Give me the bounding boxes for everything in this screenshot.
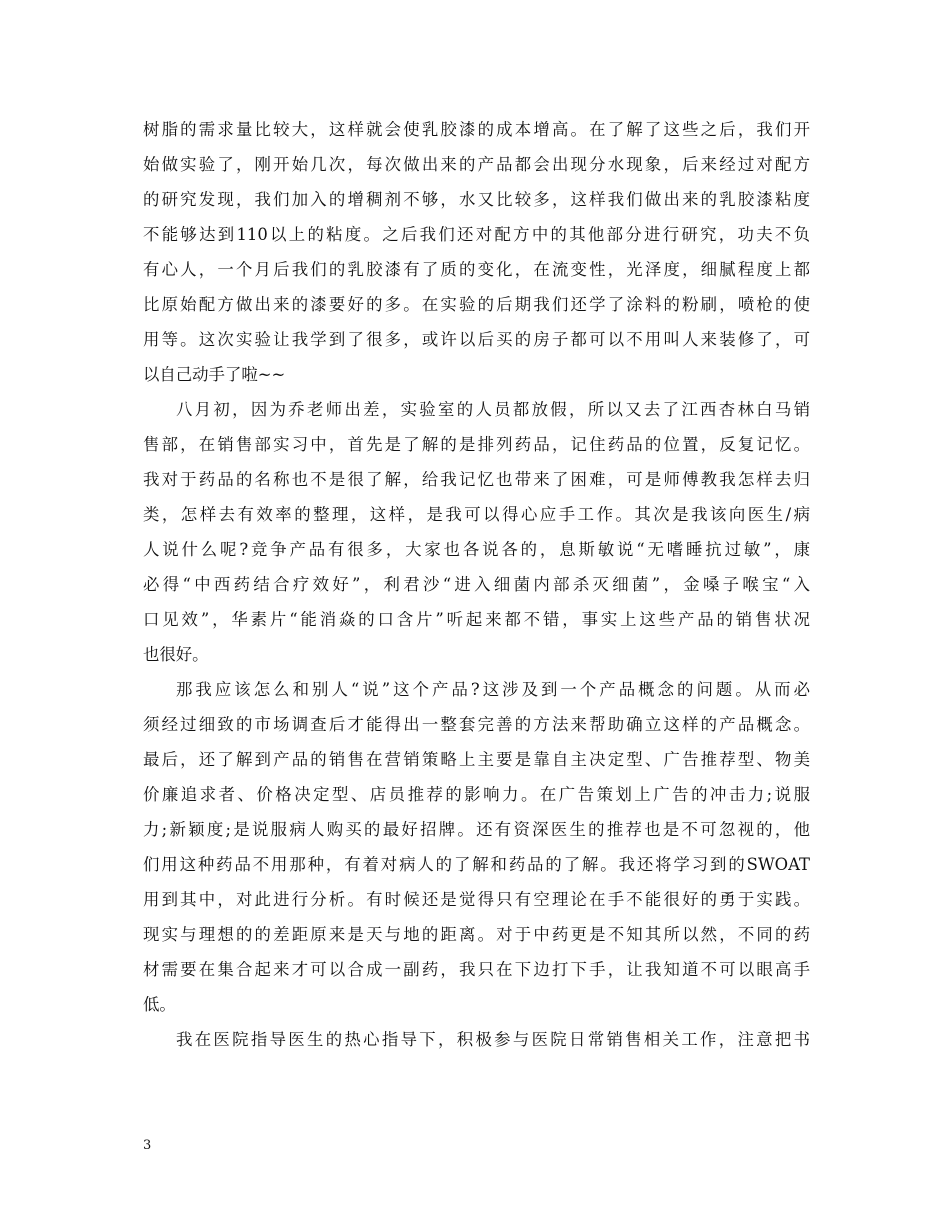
text-line: 用等。这次实验让我学到了很多，或许以后买的房子都可以不用叫人来装修了，可 bbox=[143, 330, 810, 349]
text-line: 低。 bbox=[143, 995, 176, 1014]
text-line: 售部，在销售部实习中，首先是了解的是排列药品，记住药品的位置，反复记忆。 bbox=[143, 435, 810, 454]
text-line: 比原始配方做出来的漆要好的多。在实验的后期我们还学了涂料的粉刷，喷枪的使 bbox=[143, 295, 810, 314]
text-line: 力;新颖度;是说服病人购买的最好招牌。还有资深医生的推荐也是不可忽视的，他 bbox=[143, 820, 810, 839]
text-line: 我对于药品的名称也不是很了解，给我记忆也带来了困难，可是师傅教我怎样去归 bbox=[143, 470, 810, 489]
text-line: 八月初，因为乔老师出差，实验室的人员都放假，所以又去了江西杏林白马销 bbox=[176, 400, 810, 419]
text-line: 人说什么呢?竞争产品有很多，大家也各说各的，息斯敏说“无嗜睡抗过敏”，康 bbox=[143, 540, 810, 559]
text-line: 树脂的需求量比较大，这样就会使乳胶漆的成本增高。在了解了这些之后，我们开 bbox=[143, 120, 810, 139]
text-line: 们用这种药品不用那种，有着对病人的了解和药品的了解。我还将学习到的SWOAT bbox=[143, 855, 810, 874]
text-line: 始做实验了，刚开始几次，每次做出来的产品都会出现分水现象，后来经过对配方 bbox=[143, 155, 810, 174]
text-line: 现实与理想的的差距原来是天与地的距离。对于中药更是不知其所以然，不同的药 bbox=[143, 925, 810, 944]
text-line: 也很好。 bbox=[143, 645, 209, 664]
text-line: 口见效”，华素片“能消焱的口含片”听起来都不错，事实上这些产品的销售状况 bbox=[143, 610, 810, 629]
text-line: 有心人，一个月后我们的乳胶漆有了质的变化，在流变性，光泽度，细腻程度上都 bbox=[143, 260, 810, 279]
text-line: 最后，还了解到产品的销售在营销策略上主要是靠自主决定型、广告推荐型、物美 bbox=[143, 750, 810, 769]
paragraph-4 bbox=[143, 1022, 810, 1057]
text-line: 必得“中西药结合疗效好”，利君沙“进入细菌内部杀灭细菌”，金嗓子喉宝“入 bbox=[143, 575, 810, 594]
text-line: 价廉追求者、价格决定型、店员推荐的影响力。在广告策划上广告的冲击力;说服 bbox=[143, 785, 810, 804]
text-line: 不能够达到110以上的粘度。之后我们还对配方中的其他部分进行研究，功夫不负 bbox=[143, 225, 810, 244]
text-line: 类，怎样去有效率的整理，这样，是我可以得心应手工作。其次是我该向医生/病 bbox=[143, 505, 810, 524]
paragraph-2 bbox=[143, 392, 810, 672]
paragraph-1 bbox=[143, 112, 810, 392]
text-line: 那我应该怎么和别人“说”这个产品?这涉及到一个产品概念的问题。从而必 bbox=[176, 680, 810, 699]
text-line: 我在医院指导医生的热心指导下，积极参与医院日常销售相关工作，注意把书 bbox=[176, 1030, 810, 1049]
paragraph-3 bbox=[143, 672, 810, 1022]
page-number: 3 bbox=[143, 1138, 152, 1153]
text-line: 的研究发现，我们加入的增稠剂不够，水又比较多，这样我们做出来的乳胶漆粘度 bbox=[143, 190, 810, 209]
document-body bbox=[143, 112, 810, 1057]
text-line: 材需要在集合起来才可以合成一副药，我只在下边打下手，让我知道不可以眼高手 bbox=[143, 960, 810, 979]
text-line: 用到其中，对此进行分析。有时候还是觉得只有空理论在手不能很好的勇于实践。 bbox=[143, 890, 810, 909]
text-line: 以自己动手了啦~~ bbox=[143, 365, 286, 384]
text-line: 须经过细致的市场调查后才能得出一整套完善的方法来帮助确立这样的产品概念。 bbox=[143, 715, 810, 734]
